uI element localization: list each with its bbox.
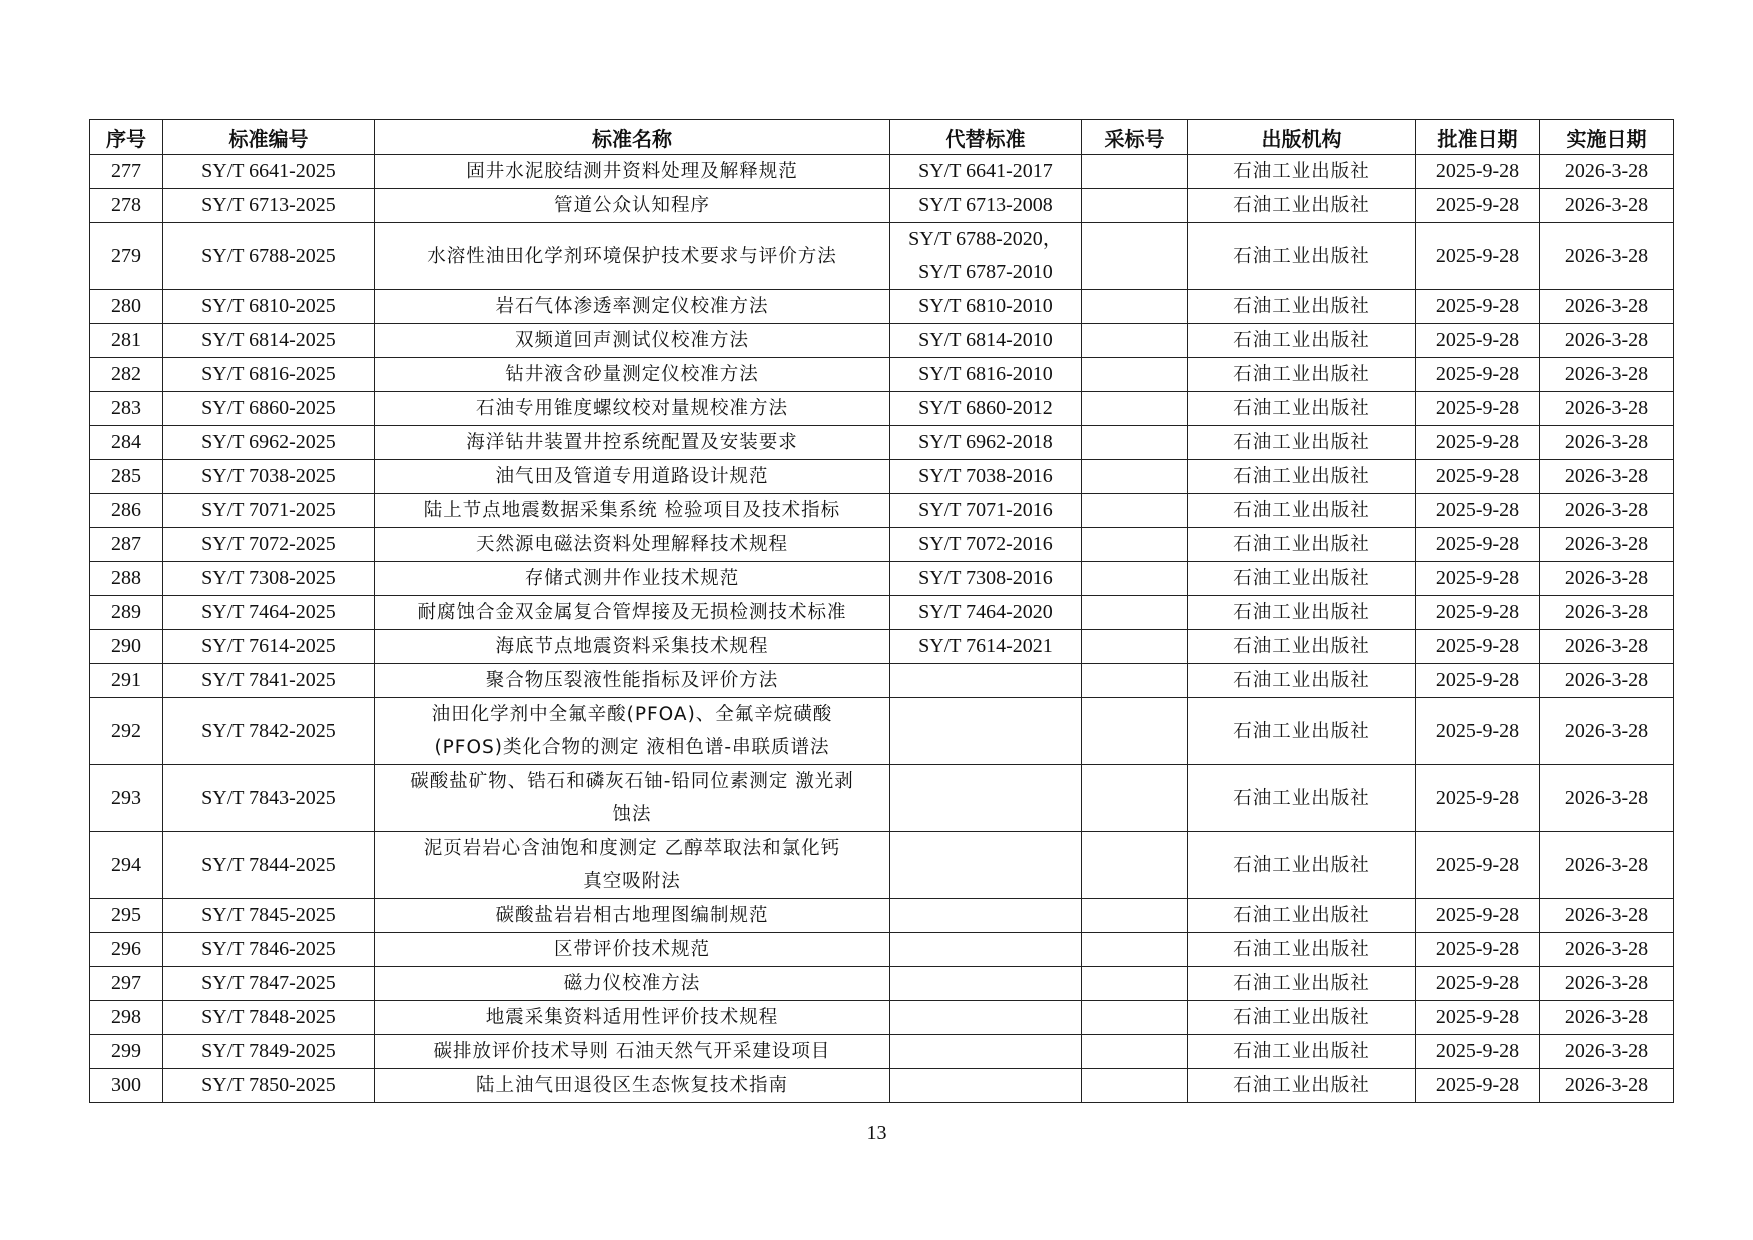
header-publisher: 出版机构	[1188, 120, 1416, 155]
standard-name-cell	[375, 765, 890, 832]
approval-date-cell: 2025-9-28	[1416, 189, 1540, 223]
publisher-cell: 石油工业出版社	[1188, 899, 1416, 933]
effective-date-cell: 2026-3-28	[1540, 664, 1674, 698]
publisher-cell: 石油工业出版社	[1188, 596, 1416, 630]
approval-date-cell: 2025-9-28	[1416, 528, 1540, 562]
approval-date-cell: 2025-9-28	[1416, 933, 1540, 967]
standard-name-cell	[375, 596, 890, 630]
replaces-cell	[890, 392, 1082, 426]
replaces-cell	[890, 933, 1082, 967]
replaces-cell	[890, 899, 1082, 933]
header-standard-name: 标准名称	[375, 120, 890, 155]
standard-code-cell: SY/T 6814-2025	[163, 324, 375, 358]
adopted-no-cell	[1082, 324, 1188, 358]
standard-name-cell-line: 海洋钻井装置井控系统配置及安装要求	[466, 432, 798, 453]
replaces-cell-line: SY/T 6962-2018	[918, 431, 1053, 453]
adopted-no-cell	[1082, 899, 1188, 933]
approval-date-cell: 2025-9-28	[1416, 1035, 1540, 1069]
publisher-cell: 石油工业出版社	[1188, 324, 1416, 358]
page-number: 13	[866, 1122, 887, 1144]
effective-date-cell: 2026-3-28	[1540, 528, 1674, 562]
adopted-no-cell	[1082, 494, 1188, 528]
serial-cell: 296	[90, 933, 163, 967]
table-row	[90, 1035, 1674, 1069]
table-row	[90, 765, 1674, 832]
standard-name-cell-line: 管道公众认知程序	[553, 195, 710, 216]
replaces-cell	[890, 528, 1082, 562]
serial-cell: 281	[90, 324, 163, 358]
standard-name-cell	[375, 899, 890, 933]
standards-table	[89, 119, 1674, 1103]
publisher-cell: 石油工业出版社	[1188, 392, 1416, 426]
replaces-cell-line: SY/T 6816-2010	[918, 363, 1053, 385]
serial-cell: 286	[90, 494, 163, 528]
effective-date-cell: 2026-3-28	[1540, 460, 1674, 494]
table-row	[90, 664, 1674, 698]
table-row	[90, 1001, 1674, 1035]
approval-date-cell: 2025-9-28	[1416, 630, 1540, 664]
effective-date-cell: 2026-3-28	[1540, 426, 1674, 460]
serial-cell: 282	[90, 358, 163, 392]
standard-name-cell	[375, 832, 890, 899]
replaces-cell-line: SY/T 6814-2010	[918, 329, 1053, 351]
serial-cell: 300	[90, 1069, 163, 1103]
serial-cell: 298	[90, 1001, 163, 1035]
publisher-cell: 石油工业出版社	[1188, 290, 1416, 324]
table-row	[90, 324, 1674, 358]
table-row	[90, 392, 1674, 426]
replaces-cell	[890, 290, 1082, 324]
approval-date-cell: 2025-9-28	[1416, 426, 1540, 460]
table-row	[90, 899, 1674, 933]
standard-name-cell-line: 双频道回声测试仪校准方法	[514, 330, 749, 351]
standard-code-cell: SY/T 7846-2025	[163, 933, 375, 967]
approval-date-cell: 2025-9-28	[1416, 324, 1540, 358]
table-row	[90, 698, 1674, 765]
standard-code-cell: SY/T 7308-2025	[163, 562, 375, 596]
approval-date-cell: 2025-9-28	[1416, 832, 1540, 899]
replaces-cell	[890, 426, 1082, 460]
standard-code-cell: SY/T 6962-2025	[163, 426, 375, 460]
replaces-cell	[890, 358, 1082, 392]
table-row	[90, 1069, 1674, 1103]
approval-date-cell: 2025-9-28	[1416, 392, 1540, 426]
adopted-no-cell	[1082, 189, 1188, 223]
replaces-cell-line: SY/T 7308-2016	[918, 567, 1053, 589]
replaces-cell	[890, 1069, 1082, 1103]
standard-name-cell	[375, 358, 890, 392]
adopted-no-cell	[1082, 562, 1188, 596]
replaces-cell-line: SY/T 7614-2021	[918, 635, 1053, 657]
standard-code-cell: SY/T 6641-2025	[163, 155, 375, 189]
replaces-cell	[890, 1001, 1082, 1035]
table-row	[90, 155, 1674, 189]
standard-name-cell-line: 真空吸附法	[583, 871, 681, 892]
approval-date-cell: 2025-9-28	[1416, 1069, 1540, 1103]
approval-date-cell: 2025-9-28	[1416, 460, 1540, 494]
publisher-cell: 石油工业出版社	[1188, 832, 1416, 899]
adopted-no-cell	[1082, 1035, 1188, 1069]
standard-code-cell: SY/T 7843-2025	[163, 765, 375, 832]
effective-date-cell: 2026-3-28	[1540, 189, 1674, 223]
serial-cell: 292	[90, 698, 163, 765]
standard-name-cell	[375, 494, 890, 528]
table-row	[90, 562, 1674, 596]
replaces-cell	[890, 698, 1082, 765]
replaces-cell	[890, 562, 1082, 596]
header-row	[90, 120, 1674, 155]
replaces-cell	[890, 1035, 1082, 1069]
table-row	[90, 426, 1674, 460]
effective-date-cell: 2026-3-28	[1540, 1035, 1674, 1069]
standard-code-cell: SY/T 7072-2025	[163, 528, 375, 562]
standard-code-cell: SY/T 7845-2025	[163, 899, 375, 933]
effective-date-cell: 2026-3-28	[1540, 290, 1674, 324]
standard-name-cell-line: 存储式测井作业技术规范	[524, 568, 740, 589]
replaces-cell	[890, 223, 1082, 290]
standard-code-cell: SY/T 7849-2025	[163, 1035, 375, 1069]
approval-date-cell: 2025-9-28	[1416, 596, 1540, 630]
adopted-no-cell	[1082, 967, 1188, 1001]
serial-cell: 280	[90, 290, 163, 324]
publisher-cell: 石油工业出版社	[1188, 189, 1416, 223]
adopted-no-cell	[1082, 155, 1188, 189]
standard-name-cell	[375, 426, 890, 460]
serial-cell: 295	[90, 899, 163, 933]
replaces-cell	[890, 494, 1082, 528]
adopted-no-cell	[1082, 664, 1188, 698]
table-row	[90, 223, 1674, 290]
standard-name-cell	[375, 290, 890, 324]
serial-cell: 284	[90, 426, 163, 460]
replaces-cell-line: SY/T 6810-2010	[918, 295, 1053, 317]
standard-name-cell-line: 油气田及管道专用道路设计规范	[495, 466, 769, 487]
standard-code-cell: SY/T 6810-2025	[163, 290, 375, 324]
standard-name-cell-line: 石油专用锥度螺纹校对量规校准方法	[475, 398, 788, 419]
header-standard-code: 标准编号	[163, 120, 375, 155]
approval-date-cell: 2025-9-28	[1416, 698, 1540, 765]
standard-name-cell	[375, 967, 890, 1001]
replaces-cell-line: SY/T 6788-2020，	[908, 228, 1063, 250]
publisher-cell: 石油工业出版社	[1188, 155, 1416, 189]
table-row	[90, 358, 1674, 392]
effective-date-cell: 2026-3-28	[1540, 698, 1674, 765]
replaces-cell-line: SY/T 6713-2008	[918, 194, 1053, 216]
standard-name-cell	[375, 630, 890, 664]
publisher-cell: 石油工业出版社	[1188, 1001, 1416, 1035]
replaces-cell-line: SY/T 7464-2020	[918, 601, 1053, 623]
serial-cell: 299	[90, 1035, 163, 1069]
table-row	[90, 933, 1674, 967]
standard-name-cell-line: 耐腐蚀合金双金属复合管焊接及无损检测技术标准	[417, 602, 847, 623]
replaces-cell	[890, 967, 1082, 1001]
standard-name-cell	[375, 664, 890, 698]
replaces-cell	[890, 155, 1082, 189]
publisher-cell: 石油工业出版社	[1188, 358, 1416, 392]
approval-date-cell: 2025-9-28	[1416, 899, 1540, 933]
effective-date-cell: 2026-3-28	[1540, 765, 1674, 832]
standard-code-cell: SY/T 7614-2025	[163, 630, 375, 664]
table-row	[90, 189, 1674, 223]
header-approval-date: 批准日期	[1416, 120, 1540, 155]
standard-name-cell-line: 陆上油气田退役区生态恢复技术指南	[475, 1075, 788, 1096]
effective-date-cell: 2026-3-28	[1540, 1069, 1674, 1103]
adopted-no-cell	[1082, 460, 1188, 494]
publisher-cell: 石油工业出版社	[1188, 223, 1416, 290]
standard-name-cell-line: 地震采集资料适用性评价技术规程	[485, 1007, 779, 1028]
replaces-cell-line: SY/T 7072-2016	[918, 533, 1053, 555]
standard-name-cell-line: 碳酸盐矿物、锆石和磷灰石铀-铅同位素测定 激光剥	[410, 771, 854, 792]
standard-name-cell	[375, 223, 890, 290]
standard-name-cell	[375, 698, 890, 765]
standard-code-cell: SY/T 7850-2025	[163, 1069, 375, 1103]
publisher-cell: 石油工业出版社	[1188, 1035, 1416, 1069]
replaces-cell-line: SY/T 6641-2017	[918, 160, 1053, 182]
effective-date-cell: 2026-3-28	[1540, 494, 1674, 528]
table-body	[90, 155, 1674, 1103]
table-row	[90, 494, 1674, 528]
header-effective-date: 实施日期	[1540, 120, 1674, 155]
table-row	[90, 528, 1674, 562]
approval-date-cell: 2025-9-28	[1416, 155, 1540, 189]
standard-name-cell-line: 岩石气体渗透率测定仪校准方法	[495, 296, 769, 317]
serial-cell: 287	[90, 528, 163, 562]
standard-code-cell: SY/T 6860-2025	[163, 392, 375, 426]
approval-date-cell: 2025-9-28	[1416, 664, 1540, 698]
standard-code-cell: SY/T 7841-2025	[163, 664, 375, 698]
serial-cell: 288	[90, 562, 163, 596]
replaces-cell-line: SY/T 7038-2016	[918, 465, 1053, 487]
standard-code-cell: SY/T 7848-2025	[163, 1001, 375, 1035]
serial-cell: 297	[90, 967, 163, 1001]
standard-name-cell	[375, 1069, 890, 1103]
publisher-cell: 石油工业出版社	[1188, 426, 1416, 460]
table-row	[90, 290, 1674, 324]
adopted-no-cell	[1082, 630, 1188, 664]
standard-name-cell	[375, 562, 890, 596]
standard-code-cell: SY/T 6788-2025	[163, 223, 375, 290]
publisher-cell: 石油工业出版社	[1188, 630, 1416, 664]
standard-code-cell: SY/T 7464-2025	[163, 596, 375, 630]
adopted-no-cell	[1082, 528, 1188, 562]
standard-name-cell	[375, 460, 890, 494]
standard-name-cell-line: (PFOS)类化合物的测定 液相色谱-串联质谱法	[434, 737, 830, 758]
header-adopted-no: 采标号	[1082, 120, 1188, 155]
table-row	[90, 967, 1674, 1001]
table-row	[90, 460, 1674, 494]
standard-name-cell	[375, 1001, 890, 1035]
adopted-no-cell	[1082, 832, 1188, 899]
standard-code-cell: SY/T 7847-2025	[163, 967, 375, 1001]
standard-code-cell: SY/T 7842-2025	[163, 698, 375, 765]
table-row	[90, 832, 1674, 899]
standard-name-cell-line: 钻井液含砂量测定仪校准方法	[505, 364, 759, 385]
standard-name-cell-line: 海底节点地震资料采集技术规程	[495, 636, 769, 657]
standard-name-cell	[375, 528, 890, 562]
serial-cell: 279	[90, 223, 163, 290]
effective-date-cell: 2026-3-28	[1540, 630, 1674, 664]
effective-date-cell: 2026-3-28	[1540, 155, 1674, 189]
standard-code-cell: SY/T 7038-2025	[163, 460, 375, 494]
effective-date-cell: 2026-3-28	[1540, 967, 1674, 1001]
serial-cell: 290	[90, 630, 163, 664]
table-row	[90, 630, 1674, 664]
effective-date-cell: 2026-3-28	[1540, 899, 1674, 933]
standard-name-cell	[375, 392, 890, 426]
publisher-cell: 石油工业出版社	[1188, 765, 1416, 832]
header-serial: 序号	[90, 120, 163, 155]
standard-name-cell	[375, 324, 890, 358]
publisher-cell: 石油工业出版社	[1188, 664, 1416, 698]
standard-code-cell: SY/T 7071-2025	[163, 494, 375, 528]
standard-name-cell-line: 磁力仪校准方法	[563, 973, 701, 994]
adopted-no-cell	[1082, 1001, 1188, 1035]
approval-date-cell: 2025-9-28	[1416, 290, 1540, 324]
effective-date-cell: 2026-3-28	[1540, 832, 1674, 899]
publisher-cell: 石油工业出版社	[1188, 460, 1416, 494]
serial-cell: 294	[90, 832, 163, 899]
effective-date-cell: 2026-3-28	[1540, 223, 1674, 290]
standard-code-cell: SY/T 6713-2025	[163, 189, 375, 223]
approval-date-cell: 2025-9-28	[1416, 562, 1540, 596]
publisher-cell: 石油工业出版社	[1188, 562, 1416, 596]
publisher-cell: 石油工业出版社	[1188, 967, 1416, 1001]
publisher-cell: 石油工业出版社	[1188, 933, 1416, 967]
standard-name-cell-line: 固井水泥胶结测井资料处理及解释规范	[466, 161, 798, 182]
header-replaces: 代替标准	[890, 120, 1082, 155]
adopted-no-cell	[1082, 392, 1188, 426]
approval-date-cell: 2025-9-28	[1416, 358, 1540, 392]
replaces-cell	[890, 664, 1082, 698]
standard-name-cell-line: 天然源电磁法资料处理解释技术规程	[475, 534, 788, 555]
effective-date-cell: 2026-3-28	[1540, 596, 1674, 630]
standard-name-cell-line: 水溶性油田化学剂环境保护技术要求与评价方法	[427, 245, 837, 267]
adopted-no-cell	[1082, 290, 1188, 324]
adopted-no-cell	[1082, 765, 1188, 832]
standard-name-cell-line: 蚀法	[612, 804, 652, 825]
standard-name-cell-line: 油田化学剂中全氟辛酸(PFOA)、全氟辛烷磺酸	[431, 704, 833, 725]
table-row	[90, 596, 1674, 630]
standard-name-cell	[375, 933, 890, 967]
standard-name-cell	[375, 189, 890, 223]
replaces-cell	[890, 189, 1082, 223]
serial-cell: 277	[90, 155, 163, 189]
publisher-cell: 石油工业出版社	[1188, 528, 1416, 562]
effective-date-cell: 2026-3-28	[1540, 933, 1674, 967]
approval-date-cell: 2025-9-28	[1416, 967, 1540, 1001]
standard-name-cell-line: 泥页岩岩心含油饱和度测定 乙醇萃取法和氯化钙	[423, 838, 841, 859]
adopted-no-cell	[1082, 933, 1188, 967]
adopted-no-cell	[1082, 358, 1188, 392]
replaces-cell-line: SY/T 6787-2010	[918, 261, 1053, 283]
adopted-no-cell	[1082, 1069, 1188, 1103]
standard-name-cell	[375, 155, 890, 189]
adopted-no-cell	[1082, 698, 1188, 765]
replaces-cell	[890, 765, 1082, 832]
standard-name-cell-line: 区带评价技术规范	[553, 939, 710, 960]
replaces-cell	[890, 832, 1082, 899]
approval-date-cell: 2025-9-28	[1416, 223, 1540, 290]
standard-name-cell-line: 碳排放评价技术导则 石油天然气开采建设项目	[433, 1041, 831, 1062]
standard-code-cell: SY/T 6816-2025	[163, 358, 375, 392]
serial-cell: 289	[90, 596, 163, 630]
effective-date-cell: 2026-3-28	[1540, 562, 1674, 596]
replaces-cell	[890, 460, 1082, 494]
approval-date-cell: 2025-9-28	[1416, 494, 1540, 528]
effective-date-cell: 2026-3-28	[1540, 392, 1674, 426]
publisher-cell: 石油工业出版社	[1188, 1069, 1416, 1103]
serial-cell: 278	[90, 189, 163, 223]
standard-name-cell-line: 碳酸盐岩岩相古地理图编制规范	[495, 905, 769, 926]
replaces-cell-line: SY/T 7071-2016	[918, 499, 1053, 521]
adopted-no-cell	[1082, 426, 1188, 460]
publisher-cell: 石油工业出版社	[1188, 494, 1416, 528]
publisher-cell: 石油工业出版社	[1188, 698, 1416, 765]
standard-name-cell-line: 聚合物压裂液性能指标及评价方法	[485, 670, 779, 691]
effective-date-cell: 2026-3-28	[1540, 324, 1674, 358]
replaces-cell	[890, 596, 1082, 630]
approval-date-cell: 2025-9-28	[1416, 1001, 1540, 1035]
adopted-no-cell	[1082, 596, 1188, 630]
adopted-no-cell	[1082, 223, 1188, 290]
effective-date-cell: 2026-3-28	[1540, 1001, 1674, 1035]
serial-cell: 283	[90, 392, 163, 426]
serial-cell: 293	[90, 765, 163, 832]
standard-code-cell: SY/T 7844-2025	[163, 832, 375, 899]
serial-cell: 285	[90, 460, 163, 494]
replaces-cell	[890, 324, 1082, 358]
standard-name-cell	[375, 1035, 890, 1069]
approval-date-cell: 2025-9-28	[1416, 765, 1540, 832]
serial-cell: 291	[90, 664, 163, 698]
replaces-cell-line: SY/T 6860-2012	[918, 397, 1053, 419]
effective-date-cell: 2026-3-28	[1540, 358, 1674, 392]
replaces-cell	[890, 630, 1082, 664]
standard-name-cell-line: 陆上节点地震数据采集系统 检验项目及技术指标	[423, 500, 841, 521]
